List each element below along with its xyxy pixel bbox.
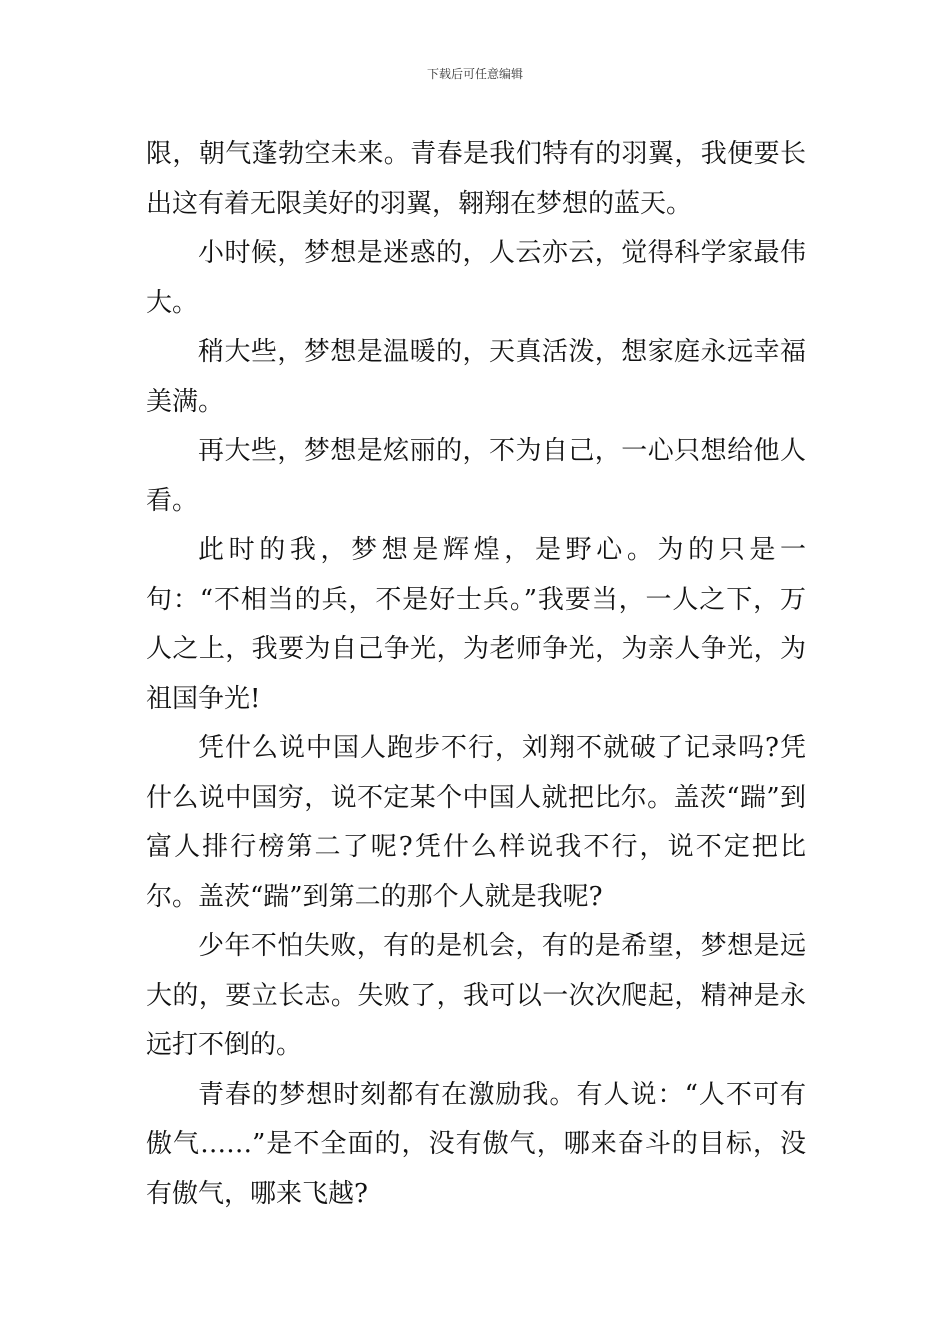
paragraph-older: 稍大些，梦想是温暖的，天真活泼，想家庭永远幸福美满。: [146, 337, 806, 417]
paragraph-youth-not-afraid: 少年不怕失败，有的是机会，有的是希望，梦想是远大的，要立长志。失败了，我可以一次次爬起，精神是永远打不倒的。: [146, 931, 806, 1060]
paragraph-continuation: 限，朝气蓬勃空未来。青春是我们特有的羽翼，我便要长出这有着无限美好的羽翼，翱翔在梦想的蓝天。: [146, 139, 806, 219]
page-header: 下载后可任意编辑: [426, 67, 523, 81]
paragraph-youth-dream: 青春的梦想时刻都有在激励我。有人说：“人不可有傲气……”是不全面的，没有傲气，哪来奋斗的目标，没有傲气，哪来飞越?: [146, 1079, 806, 1209]
paragraph-even-older: 再大些，梦想是炫丽的，不为自己，一心只想给他人看。: [146, 436, 806, 516]
paragraph-why-not: 凭什么说中国人跑步不行，刘翔不就破了记录吗?凭什么说中国穷，说不定某个中国人就把比尔。盖茨“踹”到富人排行榜第二了呢?凭什么样说我不行，说不定把比尔。盖茨“踹”到第二的那个人就是我呢?: [146, 733, 806, 912]
paragraph-childhood: 小时候，梦想是迷惑的，人云亦云，觉得科学家最伟大。: [146, 238, 806, 318]
paragraph-now: 此时的我，梦想是辉煌，是野心。为的只是一句：“不相当的兵，不是好士兵。”我要当，一人之下，万人之上，我要为自己争光，为老师争光，为亲人争光，为祖国争光!: [146, 535, 806, 714]
document-body: [146, 130, 806, 1219]
